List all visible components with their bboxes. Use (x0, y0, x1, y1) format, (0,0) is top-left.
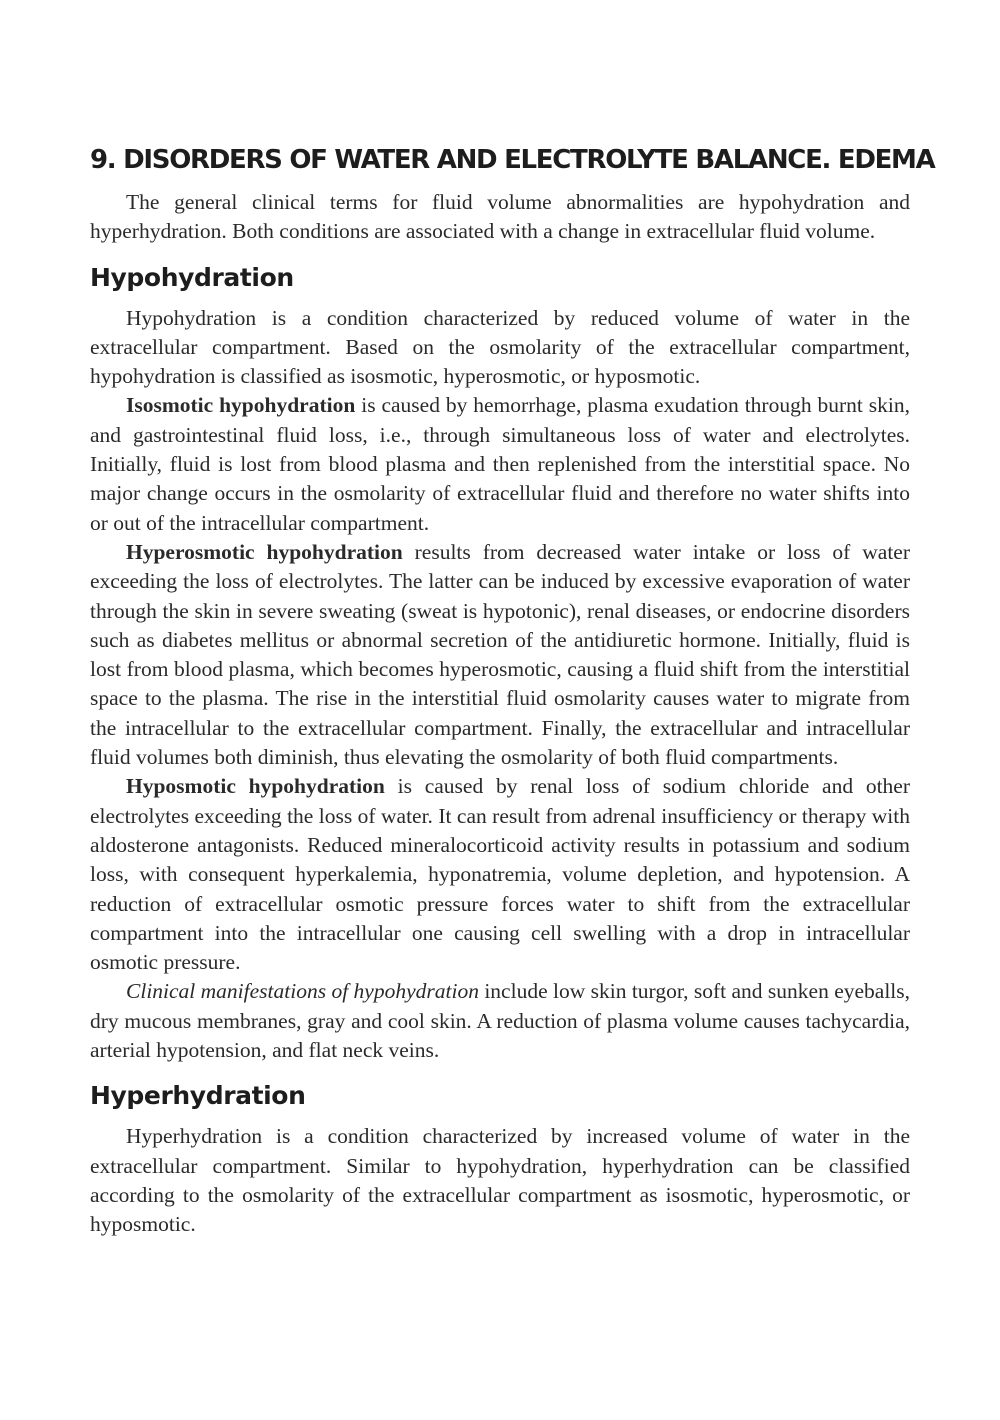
clinical-manifestations-text: include low skin turgor, soft and sunken eyeballs, dry mucous membranes, gray and cool skin. A reduction of plasma volume causes tachycardia, arterial hypotension, and flat neck veins. (90, 979, 911, 1063)
isosmotic-hypohydration-text: is caused by hemorrhage, plasma exudation through burnt skin, and gastrointestinal fluid loss, i.e., through simultaneous loss of water and electrolytes. Initially, fluid is lost from blood plasma and then replenished from the interstitial space. No major change occurs in the osmolarity of extracellular fluid and therefore no water shifts into or out of the intracellular compartment. (90, 393, 910, 535)
chapter-title: 9. DISORDERS OF WATER AND ELECTROLYTE BALANCE. EDEMA (90, 145, 935, 175)
clinical-manifestations-term: Clinical manifestations of hypohydration (126, 979, 479, 1004)
hyperosmotic-hypohydration-text: results from decreased water intake or loss of water exceeding the loss of electrolytes. The latter can be induced by excessive evaporation of water through the skin in severe sweating (sweat is hypotonic), renal diseases, or endocrine disorders such as diabetes mellitus or abnormal secretion of the antidiuretic hormone. Initially, fluid is lost from blood plasma, which becomes hyperosmotic, causing a fluid shift from the interstitial space to the plasma. The rise in the interstitial fluid osmolarity causes water to migrate from the intracellular to the extracellular compartment. Finally, the extracellular and intracellular fluid volumes both diminish, thus elevating the osmolarity of both fluid compartments. (90, 539, 910, 770)
clinical-manifestations-paragraph (90, 977, 910, 1065)
hyperhydration-definition-paragraph: Hyperhydration is a condition characterized by increased volume of water in the extracellular compartment. Similar to hypohydration, hyperhydration can be classified according to the osmolarity of the extracellular compartment as isosmotic, hyperosmotic, or hyposmotic. (90, 1124, 910, 1237)
hyperosmotic-hypohydration-term: Hyperosmotic hypohydration (126, 539, 403, 564)
section-heading-hyperhydration: Hyperhydration (90, 1081, 306, 1111)
hyposmotic-hypohydration-term: Hyposmotic hypohydration (126, 774, 385, 799)
intro-paragraph: The general clinical terms for fluid volume abnormalities are hypohydration and hyperhydration. Both conditions are associated with a change in extracellular fluid volume. (90, 190, 910, 244)
hyposmotic-hypohydration-paragraph (90, 772, 910, 977)
isosmotic-hypohydration-term: Isosmotic hypohydration (126, 393, 356, 418)
page-content (90, 140, 935, 1240)
hyposmotic-hypohydration-text: is caused by renal loss of sodium chloride and other electrolytes exceeding the loss of water. It can result from adrenal insufficiency or therapy with aldosterone antagonists. Reduced mineralocorticoid activity results in potassium and sodium loss, with consequent hyperkalemia, hyponatremia, volume depletion, and hypotension. A reduction of extracellular osmotic pressure forces water to shift from the extracellular compartment into the intracellular one causing cell swelling with a drop in intracellular osmotic pressure. (90, 774, 910, 975)
isosmotic-hypohydration-paragraph (90, 391, 910, 537)
section-heading-hypohydration: Hypohydration (90, 262, 294, 292)
hypohydration-definition-paragraph: Hypohydration is a condition characterized by reduced volume of water in the extracellular compartment. Based on the osmolarity of the extracellular compartment, hypohydration is classified as isosmotic, hyperosmotic, or hyposmotic. (90, 305, 910, 389)
hyperosmotic-hypohydration-paragraph (90, 538, 910, 772)
